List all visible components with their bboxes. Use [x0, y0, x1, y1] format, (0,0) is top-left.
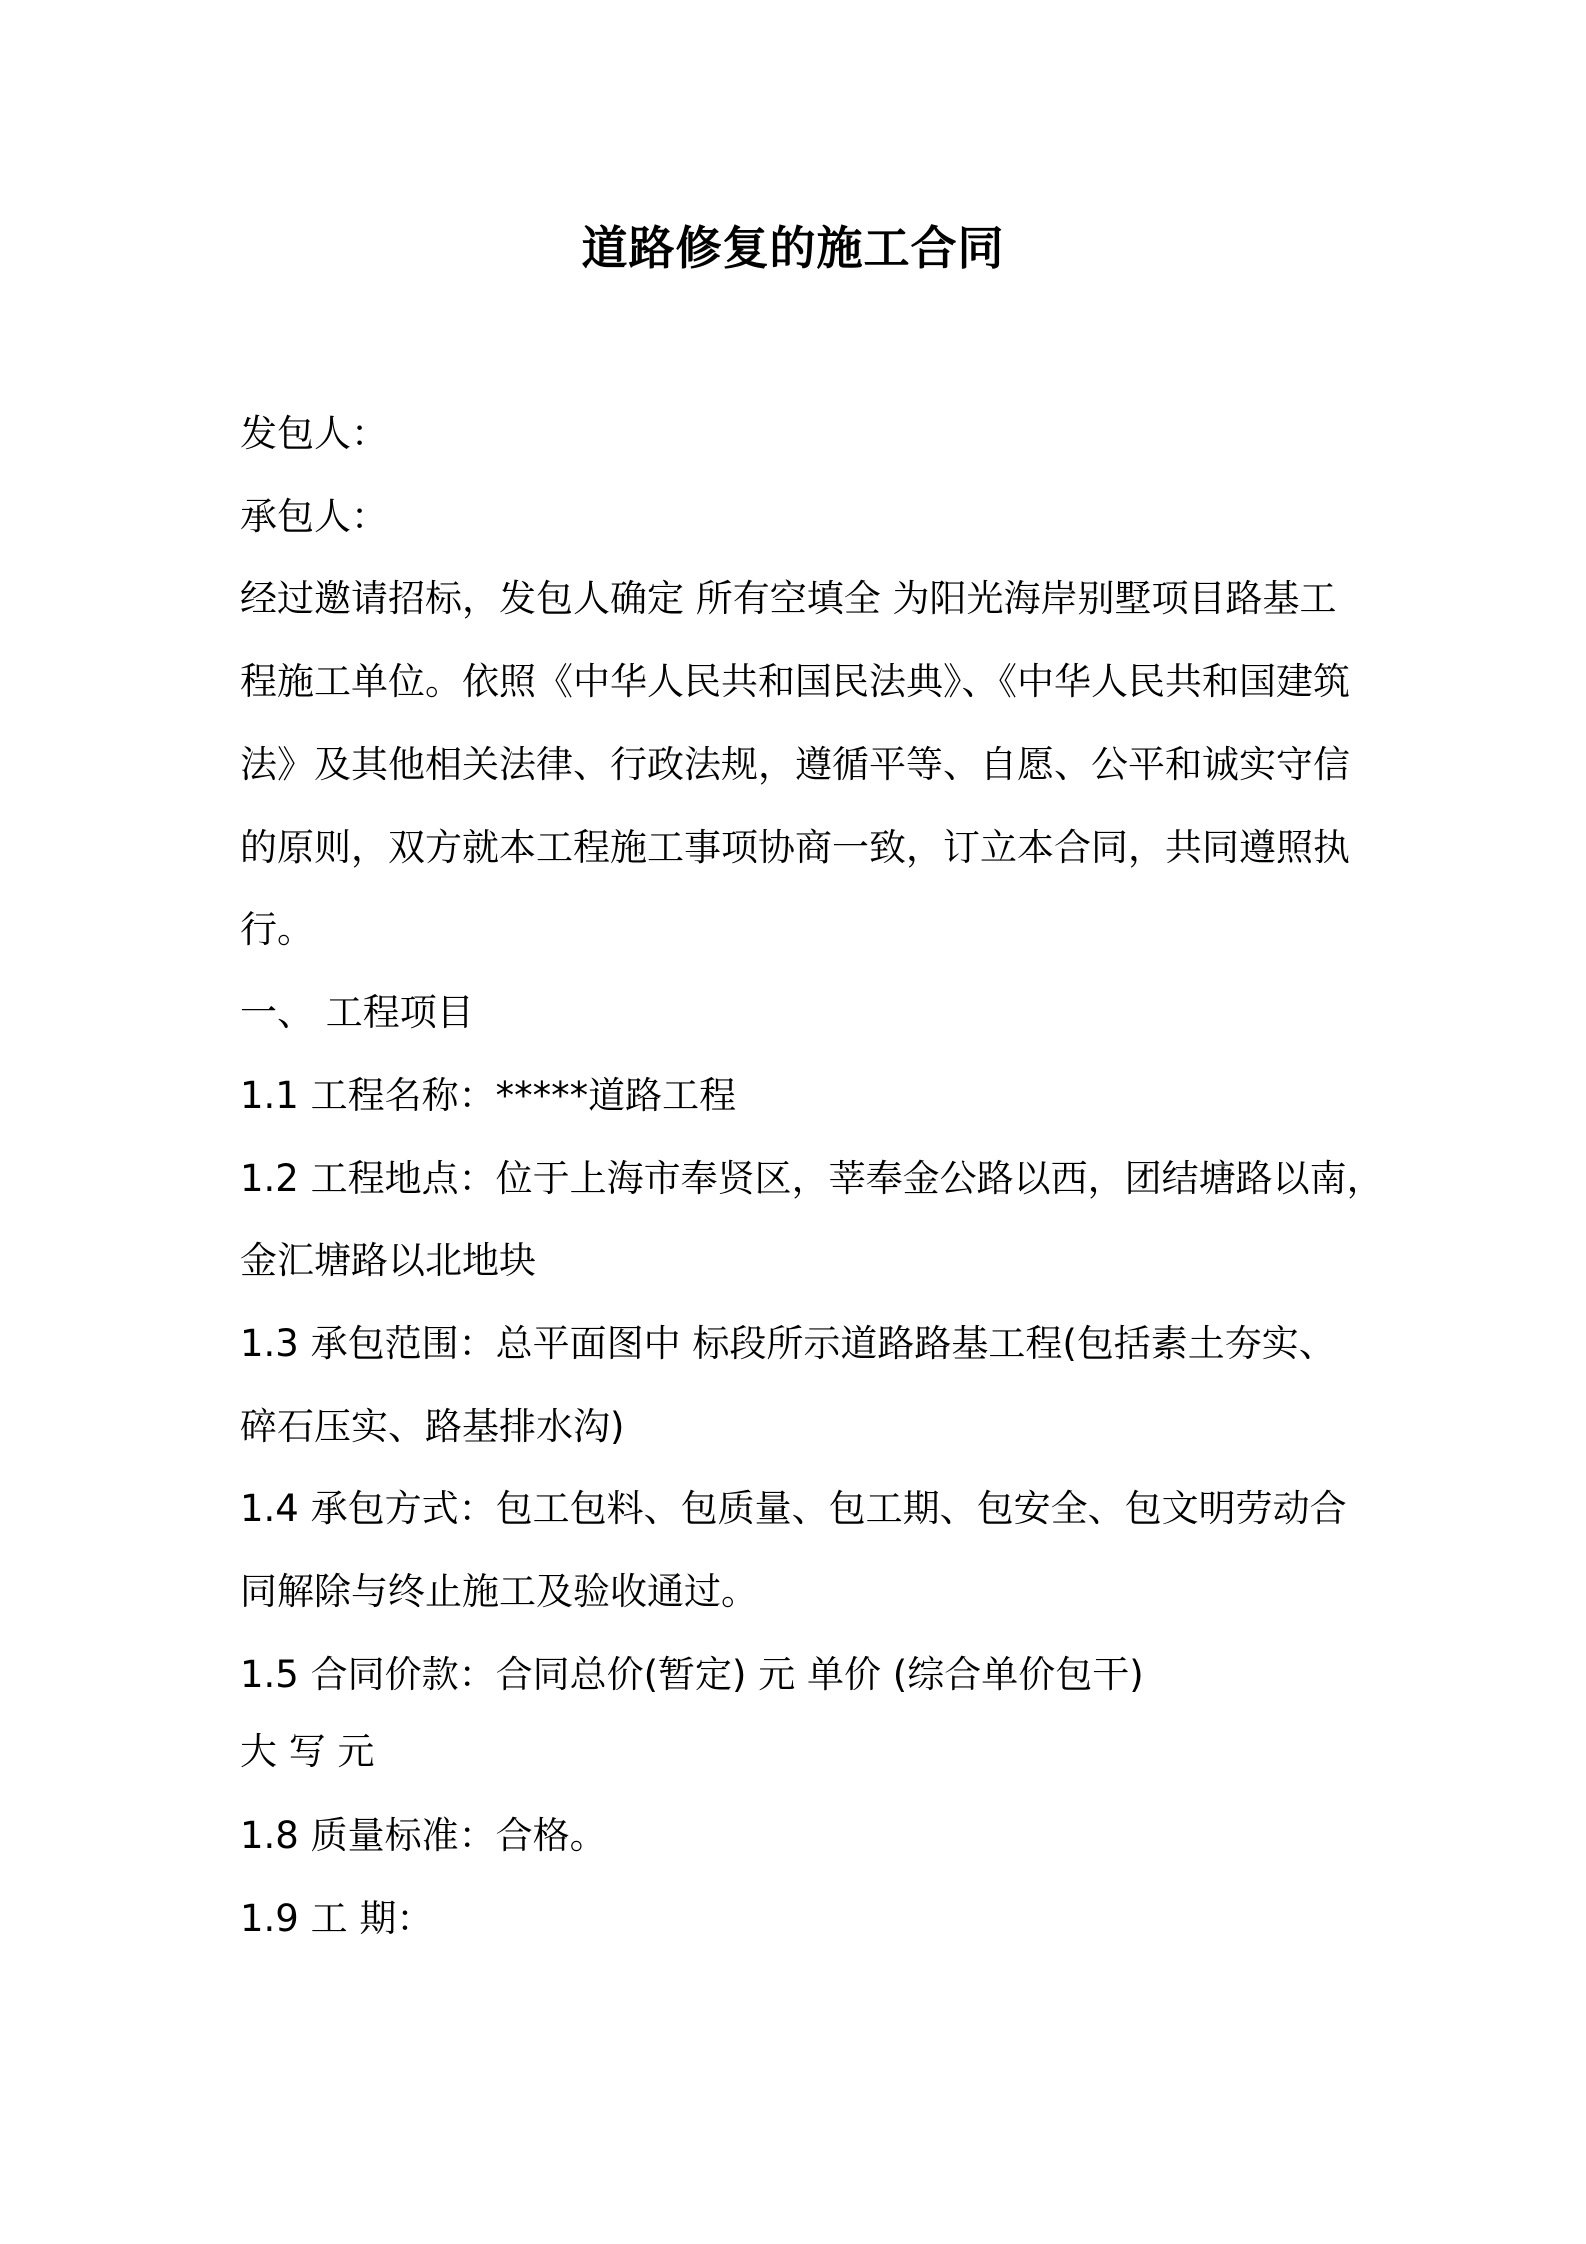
intro-line-3: 法》及其他相关法律、行政法规，遵循平等、自愿、公平和诚实守信: [240, 743, 1350, 786]
clause-1-1: 1.1 工程名称：*****道路工程: [240, 1074, 737, 1117]
employer-label: 发包人：: [240, 412, 388, 455]
clause-1-5: 1.5 合同价款：合同总价(暂定) 元 单价 (综合单价包干): [240, 1653, 1144, 1696]
clause-1-2-line-1: 1.2 工程地点：位于上海市奉贤区，莘奉金公路以西，团结塘路以南，: [240, 1157, 1384, 1200]
clause-1-3-line-2: 碎石压实、路基排水沟): [240, 1405, 625, 1448]
clause-1-5-capital: 大 写 元: [240, 1730, 375, 1773]
intro-line-5: 行。: [240, 908, 314, 951]
intro-line-1: 经过邀请招标，发包人确定 所有空填全 为阳光海岸别墅项目路基工: [240, 577, 1337, 620]
clause-1-3-line-1: 1.3 承包范围：总平面图中 标段所示道路路基工程(包括素土夯实、: [240, 1322, 1336, 1365]
clause-1-4-line-2: 同解除与终止施工及验收通过。: [240, 1570, 758, 1613]
section-heading-project: 一、 工程项目: [240, 991, 474, 1034]
intro-line-4: 的原则，双方就本工程施工事项协商一致，订立本合同，共同遵照执: [240, 826, 1350, 869]
clause-1-4-line-1: 1.4 承包方式：包工包料、包质量、包工期、包安全、包文明劳动合: [240, 1487, 1347, 1530]
clause-1-2-line-2: 金汇塘路以北地块: [240, 1239, 536, 1282]
contractor-label: 承包人：: [240, 495, 388, 538]
clause-1-8: 1.8 质量标准：合格。: [240, 1814, 607, 1857]
document-title: 道路修复的施工合同: [581, 221, 1005, 275]
clause-1-9: 1.9 工 期：: [240, 1897, 434, 1940]
intro-line-2: 程施工单位。依照《中华人民共和国民法典》、《中华人民共和国建筑: [240, 660, 1350, 703]
